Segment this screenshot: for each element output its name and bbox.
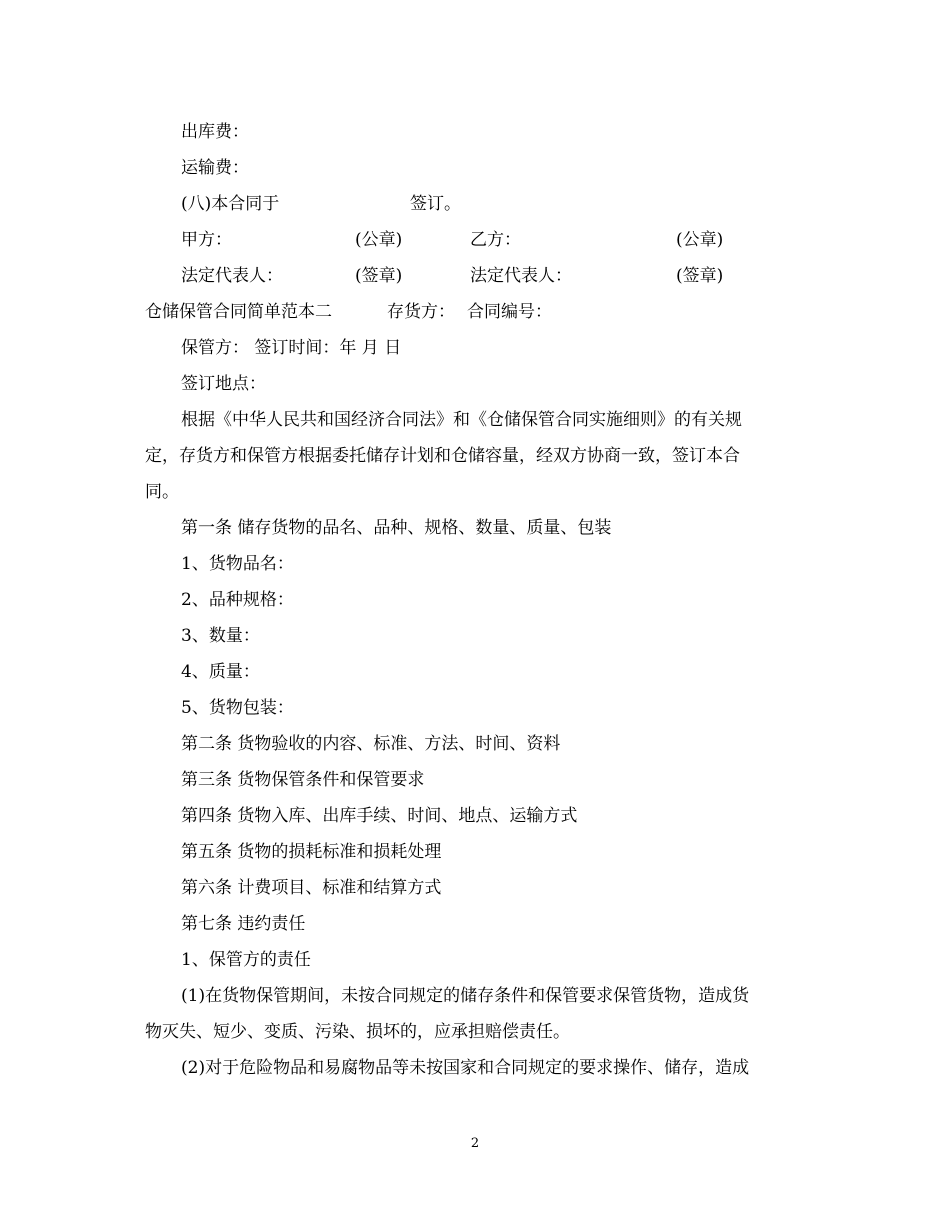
signing-clause-suffix: 签订。 [410, 194, 461, 214]
liability-heading: 1、保管方的责任 [181, 950, 311, 970]
article-5-title: 第五条 货物的损耗标准和损耗处理 [181, 842, 442, 862]
article-3-title: 第三条 货物保管条件和保管要求 [181, 770, 425, 790]
preamble-line-2: 定，存货方和保管方根据委托储存计划和仓储容量，经双方协商一致，签订本合 [145, 446, 740, 466]
signing-place-line: 签订地点： [181, 374, 266, 394]
preamble-line-1: 根据《中华人民共和国经济合同法》和《仓储保管合同实施细则》的有关规 [181, 410, 742, 430]
outbound-fee-line: 出库费： [181, 122, 249, 142]
party-b-seal: (公章) [676, 230, 724, 250]
party-a-label: 甲方： [181, 230, 232, 250]
article-2-title: 第二条 货物验收的内容、标准、方法、时间、资料 [181, 734, 561, 754]
legal-rep-a-label: 法定代表人： [181, 266, 283, 286]
party-a-seal: (公章) [355, 230, 403, 250]
article-1-item: 1、货物品名： [181, 554, 294, 574]
article-1-title: 第一条 储存货物的品名、品种、规格、数量、质量、包装 [181, 518, 612, 538]
custodian-line: 保管方： 签订时间：年 月 日 [181, 338, 402, 358]
contract-number-label: 合同编号： [467, 302, 552, 322]
article-1-item: 4、质量： [181, 662, 260, 682]
article-1-item: 5、货物包装： [181, 698, 294, 718]
legal-rep-b-label: 法定代表人： [470, 266, 572, 286]
party-b-label: 乙方： [470, 230, 521, 250]
page-number: 2 [470, 1136, 480, 1151]
article-1-item: 3、数量： [181, 626, 260, 646]
transport-fee-line: 运输费： [181, 158, 249, 178]
article-4-title: 第四条 货物入库、出库手续、时间、地点、运输方式 [181, 806, 578, 826]
depositor-label: 存货方： [387, 302, 455, 322]
article-6-title: 第六条 计费项目、标准和结算方式 [181, 878, 442, 898]
signing-clause-prefix: (八)本合同于 [181, 194, 280, 214]
contract-title: 仓储保管合同简单范本二 [145, 302, 332, 322]
article-1-item: 2、品种规格： [181, 590, 294, 610]
liability-clause-2-line-1: (2)对于危险物品和易腐物品等未按国家和合同规定的要求操作、储存，造成 [181, 1058, 750, 1078]
legal-rep-b-sign: (签章) [676, 266, 724, 286]
article-7-title: 第七条 违约责任 [181, 914, 306, 934]
liability-clause-1-line-2: 物灭失、短少、变质、污染、损坏的，应承担赔偿责任。 [145, 1022, 570, 1042]
preamble-line-3: 同。 [145, 482, 179, 502]
legal-rep-a-sign: (签章) [355, 266, 403, 286]
liability-clause-1-line-1: (1)在货物保管期间，未按合同规定的储存条件和保管要求保管货物，造成货 [181, 986, 750, 1006]
